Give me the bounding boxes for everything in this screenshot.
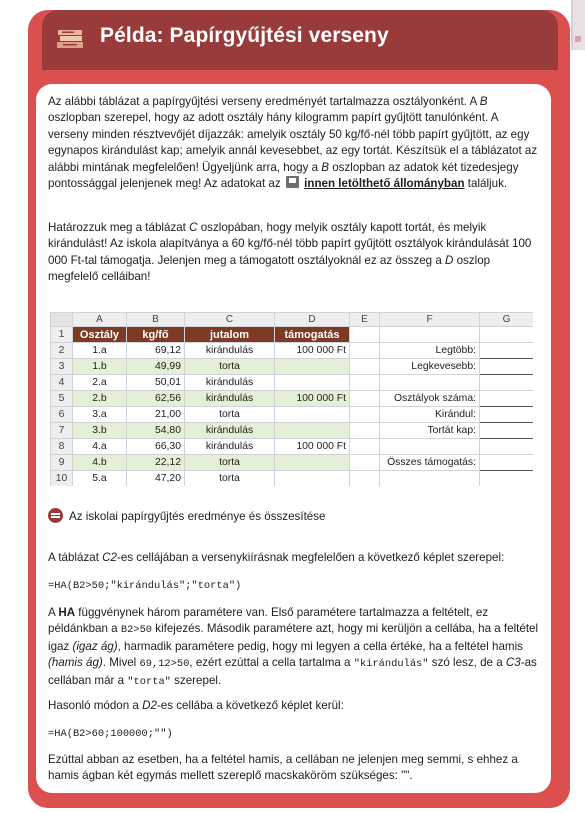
table-row: [51, 423, 534, 439]
table-row: [51, 407, 534, 423]
task-paragraph: Határozzuk meg a táblázat C oszlopában, hogy melyik osztály kapott tortát, és melyik kirándulást! Az iskola alapítványa a 60 kg/fő-nél több papírt gyűjtött osztályok kirándulását 100 000 Ft-tal támogatja. Jelenjen meg a támogatott osztályoknál ez az összeg a D oszlop megfelelő celláiban!: [48, 221, 532, 284]
reward-cell: torta: [185, 455, 275, 471]
empty-cell: [350, 343, 380, 359]
kg-cell: 54,80: [127, 423, 185, 439]
support-cell: 100 000 Ft: [275, 343, 350, 359]
table-header-row: [51, 327, 534, 343]
row-number: 4: [51, 375, 73, 391]
class-cell: 3.b: [73, 423, 127, 439]
summary-value: [480, 375, 534, 391]
card-body: [36, 84, 551, 793]
class-cell: 4.a: [73, 439, 127, 455]
summary-value: [480, 423, 534, 439]
column-header: C: [185, 313, 275, 327]
empty-cell: [350, 439, 380, 455]
empty-cell: [350, 471, 380, 487]
reward-cell: torta: [185, 407, 275, 423]
kg-cell: 22,12: [127, 455, 185, 471]
spreadsheet: [50, 312, 533, 486]
summary-value: [480, 471, 534, 487]
kg-cell: 47,20: [127, 471, 185, 487]
formula-1: =HA(B2>50;"kirándulás";"torta"): [48, 580, 242, 592]
row-number: 2: [51, 343, 73, 359]
summary-label: [380, 439, 480, 455]
empty-cell: [350, 391, 380, 407]
row-number: 1: [51, 327, 73, 343]
summary-label: Legtöbb:: [380, 343, 480, 359]
card-title: Példa: Papírgyűjtési verseny: [100, 24, 389, 47]
paragraph-ha: A HA függvénynek három paramétere van. Első paramétere tartalmazza a feltételt, ez példánkban a B2>50 kifejezés. Második paramétere azt, hogy mi kerüljön a cellába, ha a feltétel igaz (igaz ág), harmadik paramétere pedig, hogy mi legyen a cella értéke, ha a feltétel hamis (hamis ág). Mivel 69,12>50, ezért ezúttal a cella tartalma a "kirándulás" szó lesz, de a C3-as cellában már a "torta" szerepel.: [48, 606, 539, 688]
example-card: [28, 10, 570, 808]
row-number: 3: [51, 359, 73, 375]
column-header: E: [350, 313, 380, 327]
row-number: 10: [51, 471, 73, 487]
class-cell: 2.a: [73, 375, 127, 391]
sheet-body: [51, 343, 534, 487]
support-cell: [275, 407, 350, 423]
class-cell: 1.a: [73, 343, 127, 359]
summary-label: Tortát kap:: [380, 423, 480, 439]
summary-value: [480, 455, 534, 471]
row-number: 6: [51, 407, 73, 423]
kg-cell: 49,99: [127, 359, 185, 375]
column-header: D: [275, 313, 350, 327]
summary-label: Összes támogatás:: [380, 455, 480, 471]
column-header: F: [380, 313, 480, 327]
empty-cell: [350, 423, 380, 439]
table-row: [51, 391, 534, 407]
paragraph-empty: Ezúttal abban az esetben, ha a feltétel hamis, a cellában ne jelenjen meg semmi, s ehhez a hamis ágban két egymás mellett szereplő macskaköröm szükséges: "".: [48, 753, 518, 783]
file-icon: [286, 176, 299, 188]
summary-value: [480, 359, 534, 375]
figure-caption: Az iskolai papírgyűjtés eredménye és összesítése: [48, 508, 325, 523]
table-row: [51, 343, 534, 359]
summary-label: Kirándul:: [380, 407, 480, 423]
class-cell: 3.a: [73, 407, 127, 423]
kg-cell: 21,00: [127, 407, 185, 423]
support-cell: [275, 359, 350, 375]
summary-value: [480, 343, 534, 359]
empty-cell: [350, 407, 380, 423]
summary-value: [480, 391, 534, 407]
empty-cell: [350, 375, 380, 391]
kg-cell: 50,01: [127, 375, 185, 391]
table-row: [51, 471, 534, 487]
support-cell: 100 000 Ft: [275, 439, 350, 455]
caption-icon: [48, 508, 63, 523]
intro-paragraph: Az alábbi táblázat a papírgyűjtési verseny eredményét tartalmazza osztályonként. A B oszlopban szerepel, hogy az adott osztály hány kilogramm papírt gyűjtött tanulónként. A verseny minden résztvevőjét díjazzák: amelyik osztály 50 kg/fő-nél több papírt gyűjtött, az egy egynapos kirándulást kap; amelyik annál kevesebbet, az egy tortát. Készítsük el a táblázatot az alábbi mintának megfelelően! Ügyeljünk arra, hogy a B oszlopban az adatok két tizedesjegy pontossággal jelenjenek meg! Az adatokat az innen letölthető állományban találjuk.: [48, 95, 538, 191]
class-cell: 2.b: [73, 391, 127, 407]
support-cell: [275, 455, 350, 471]
support-cell: [275, 423, 350, 439]
kg-cell: 62,56: [127, 391, 185, 407]
empty-cell: [350, 455, 380, 471]
paragraph-c2: A táblázat C2-es cellájában a versenykiírásnak megfelelően a következő képlet szerepel:: [48, 551, 505, 564]
spreadsheet-table: [50, 312, 533, 486]
row-number: 5: [51, 391, 73, 407]
reward-cell: kirándulás: [185, 375, 275, 391]
table-row: [51, 439, 534, 455]
corner-cell: [51, 313, 73, 327]
formula-2: =HA(B2>60;100000;""): [48, 728, 173, 740]
paragraph-d2: Hasonló módon a D2-es cellába a következő képlet kerül:: [48, 699, 344, 712]
column-header: G: [480, 313, 534, 327]
reward-cell: kirándulás: [185, 391, 275, 407]
column-header-row: [51, 313, 534, 327]
summary-value: [480, 439, 534, 455]
books-icon: [56, 26, 86, 54]
support-cell: [275, 375, 350, 391]
download-link[interactable]: innen letölthető állományban: [304, 177, 465, 191]
table-row: [51, 375, 534, 391]
reward-cell: kirándulás: [185, 439, 275, 455]
reward-cell: kirándulás: [185, 343, 275, 359]
class-cell: 4.b: [73, 455, 127, 471]
class-cell: 1.b: [73, 359, 127, 375]
summary-label: [380, 471, 480, 487]
class-cell: 5.a: [73, 471, 127, 487]
summary-label: [380, 375, 480, 391]
reward-cell: torta: [185, 359, 275, 375]
header-cell: jutalom: [185, 327, 275, 343]
row-number: 7: [51, 423, 73, 439]
column-header: A: [73, 313, 127, 327]
header-cell: Osztály: [73, 327, 127, 343]
summary-value: [480, 407, 534, 423]
table-row: [51, 359, 534, 375]
table-row: [51, 455, 534, 471]
row-number: 8: [51, 439, 73, 455]
support-cell: [275, 471, 350, 487]
column-header: B: [127, 313, 185, 327]
kg-cell: 69,12: [127, 343, 185, 359]
empty-cell: [350, 359, 380, 375]
support-cell: 100 000 Ft: [275, 391, 350, 407]
card-header: [42, 10, 558, 70]
row-number: 9: [51, 455, 73, 471]
summary-label: Legkevesebb:: [380, 359, 480, 375]
header-cell: támogatás: [275, 327, 350, 343]
reward-cell: kirándulás: [185, 423, 275, 439]
sidebar-toggle[interactable]: [571, 0, 585, 50]
header-cell: kg/fő: [127, 327, 185, 343]
kg-cell: 66,30: [127, 439, 185, 455]
summary-label: Osztályok száma:: [380, 391, 480, 407]
reward-cell: torta: [185, 471, 275, 487]
